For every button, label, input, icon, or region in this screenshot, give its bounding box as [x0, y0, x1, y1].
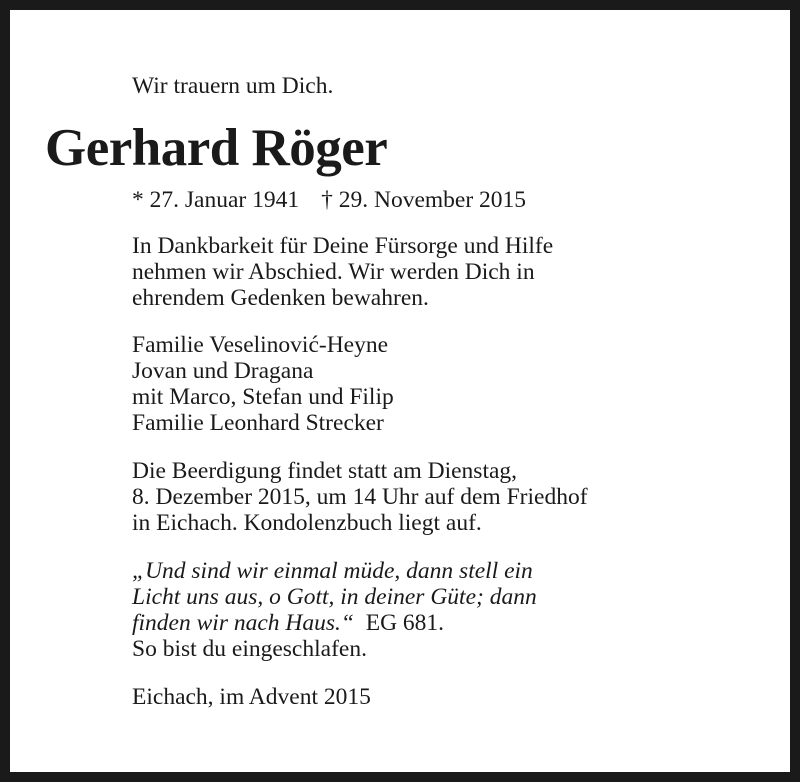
text-line: Die Beerdigung findet statt am Dienstag,: [132, 458, 518, 484]
text-line: In Dankbarkeit für Deine Fürsorge und Hilfe: [132, 233, 554, 259]
family-line: mit Marco, Stefan und Filip: [132, 384, 394, 410]
quote-line: „Und sind wir einmal müde, dann stell ein: [132, 558, 533, 584]
obituary-notice: [10, 10, 790, 772]
family-line: Jovan und Dragana: [132, 358, 314, 384]
closing-line: So bist du eingeschlafen.: [132, 636, 367, 662]
birth-date: * 27. Januar 1941: [132, 187, 300, 213]
life-dates: [132, 187, 526, 213]
funeral-paragraph: [132, 458, 588, 536]
deceased-name: Gerhard Röger: [45, 119, 388, 177]
quote-paragraph: [132, 558, 537, 662]
text-line: in Eichach. Kondolenzbuch liegt auf.: [132, 510, 482, 536]
text-line: 8. Dezember 2015, um 14 Uhr auf dem Friedhof: [132, 484, 588, 510]
family-line: Familie Veselinović-Heyne: [132, 332, 389, 358]
intro-line: Wir trauern um Dich.: [132, 73, 334, 99]
text-line: ehrendem Gedenken bewahren.: [132, 285, 429, 311]
death-date: † 29. November 2015: [321, 187, 527, 213]
text-line: nehmen wir Abschied. Wir werden Dich in: [132, 259, 535, 285]
thanks-paragraph: [132, 233, 553, 311]
family-line: Familie Leonhard Strecker: [132, 410, 384, 436]
place-date: Eichach, im Advent 2015: [132, 684, 371, 710]
quote-source: EG 681.: [365, 610, 445, 636]
quote-line: Licht uns aus, o Gott, in deiner Güte; dann: [132, 584, 537, 610]
family-list: [132, 332, 394, 436]
quote-line: finden wir nach Haus.“: [132, 610, 354, 636]
